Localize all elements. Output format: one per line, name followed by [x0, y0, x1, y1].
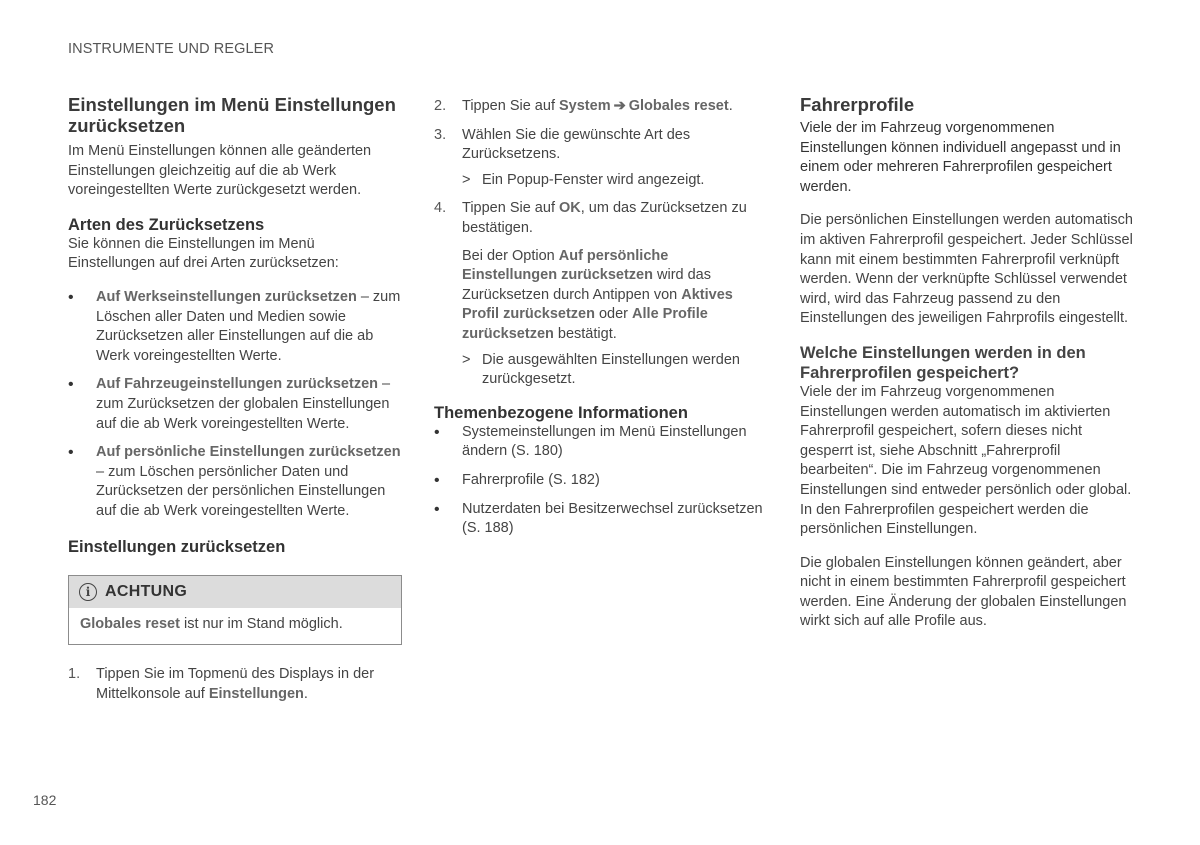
step-term: System: [559, 98, 611, 114]
warning-title: ACHTUNG: [105, 582, 188, 600]
note-text: Bei der Option: [462, 247, 559, 264]
column-middle: [434, 97, 764, 548]
related-link[interactable]: • Fahrerprofile (S. 182): [434, 471, 764, 491]
section-title-reset: Einstellungen im Menü Einstellungen zurücksetzen: [68, 94, 396, 136]
note-term: Aktives Profil zurücksetzen: [462, 286, 733, 323]
result-text: Die ausgewählten Einstellungen werden zurückgesetzt.: [482, 351, 740, 388]
page-number: 182: [33, 792, 57, 808]
list-item-desc: – zum Löschen aller Daten und Medien sowie Zurücksetzen aller Einstellungen auf die ab Werk voreingestellten Werte.: [96, 288, 401, 364]
step-number: 4.: [434, 200, 447, 217]
note-term: Alle Profile zurücksetzen: [462, 306, 708, 342]
subheading-saved-settings: Welche Einstellungen werden in den Fahrerprofilen gespeichert?: [800, 343, 1086, 382]
related-link[interactable]: • Systemeinstellungen im Menü Einstellungen ändern (S. 180): [434, 423, 764, 462]
step-note: [462, 247, 764, 345]
step-3: [434, 126, 764, 191]
step-text: Tippen Sie auf: [462, 98, 559, 114]
related-link[interactable]: • Nutzerdaten bei Besitzerwechsel zurücksetzen (S. 188): [434, 500, 764, 539]
step-end: .: [303, 685, 308, 702]
result-marker: >: [462, 351, 471, 368]
paragraph: Viele der im Fahrzeug vorgenommenen Einstellungen werden automatisch im aktivierten Fahrerprofil gespeichert, sofern dieses nicht gesperrt ist, siehe Abschnitt „Fahrerprofil bearbeiten“. Die im Fahrzeug vorgenommenen Einstellungen sind entweder persönlich oder global. In den Fahrerprofilen gespeichert werden die persönlichen Einstellungen.: [800, 383, 1132, 538]
lead-text: Viele der im Fahrzeug vorgenommenen Einstellungen können individuell angepasst und in einem oder mehreren Fahrerprofilen gespeichert werden.: [800, 120, 1121, 195]
reset-types-list: [68, 288, 402, 522]
subheading-related-info: Themenbezogene Informationen: [434, 403, 688, 422]
step-number: 2.: [434, 98, 447, 114]
related-links: [434, 423, 764, 539]
step-end: , um das Zurücksetzen zu bestätigen.: [462, 200, 747, 236]
warning-term: Globales reset: [80, 615, 180, 632]
step-end: .: [728, 98, 733, 114]
list-item-desc: – zum Löschen persönlicher Daten und Zurücksetzen der persönlichen Einstellungen auf die ab Werk voreingestellten Werte.: [96, 463, 386, 519]
step-result: [462, 171, 764, 191]
intro-text: Im Menü Einstellungen können alle geänderten Einstellungen gleichzeitig auf die ab Werk voreingestellten Werte zurückgesetzt werden.: [68, 143, 372, 199]
note-text: oder: [594, 306, 633, 323]
list-item: [68, 443, 402, 521]
warning-box: [68, 575, 402, 646]
step-1: [68, 665, 402, 704]
warning-header: [69, 576, 401, 608]
warning-desc: ist nur im Stand möglich.: [179, 615, 343, 632]
list-item: [68, 375, 402, 434]
step-result: [462, 351, 764, 390]
note-text: wird das Zurücksetzen durch Antippen von: [462, 267, 711, 303]
list-item: [68, 288, 402, 366]
note-text: bestätigt.: [553, 325, 617, 342]
step-text: Wählen Sie die gewünschte Art des Zurücksetzens.: [462, 126, 691, 163]
subheading-reset-types: Arten des Zurücksetzens: [68, 215, 265, 234]
column-right: [800, 94, 1134, 632]
result-text: Ein Popup-Fenster wird angezeigt.: [482, 171, 705, 188]
result-marker: >: [462, 171, 471, 188]
paragraph: Die persönlichen Einstellungen werden automatisch im aktiven Fahrerprofil gespeichert. Jeder Schlüssel kann mit einem bestimmten Fahrerprofil verknüpft werden. Wenn der verknüpfte Schlüssel verwendet wird, wird das Fahrzeug passend zu den Einstellungen des jeweiligen Fahrprofils eingestellt.: [800, 212, 1133, 327]
section-title-driver-profiles: Fahrerprofile: [800, 94, 915, 115]
step-number: 1.: [68, 666, 81, 683]
list-item-term: Auf Werkseinstellungen zurücksetzen: [96, 288, 357, 305]
step-text: Tippen Sie im Topmenü des Displays in der Mittelkonsole auf: [96, 666, 375, 702]
running-header: INSTRUMENTE UND REGLER: [68, 41, 275, 57]
list-item-term: Auf persönliche Einstellungen zurücksetzen: [96, 444, 401, 461]
steps-list-start: [68, 665, 402, 704]
note-term: Auf persönliche Einstellungen zurücksetzen: [462, 247, 669, 284]
step-4: [434, 199, 764, 389]
paragraph: Die globalen Einstellungen können geändert, aber nicht in einem bestimmten Fahrerprofil gespeichert werden. Eine Änderung der globalen Einstellungen wirkt sich auf alle Profile aus.: [800, 554, 1127, 630]
step-text: Tippen Sie auf: [462, 200, 559, 217]
column-left: [68, 94, 402, 713]
step-number: 3.: [434, 126, 447, 143]
steps-list-continued: [434, 97, 764, 390]
step-term: OK: [559, 200, 581, 217]
step-term: Globales reset: [628, 98, 729, 114]
subheading-reset-settings: Einstellungen zurücksetzen: [68, 537, 286, 556]
step-term: Einstellungen: [208, 685, 304, 702]
arrow-right-icon: ➔: [613, 98, 626, 114]
warning-text: [69, 608, 401, 645]
info-icon: i: [79, 583, 97, 601]
reset-types-text: Sie können die Einstellungen im Menü Einstellungen auf drei Arten zurücksetzen:: [68, 235, 339, 272]
list-item-desc: – zum Zurücksetzen der globalen Einstellungen auf die ab Werk voreingestellten Werte.: [96, 376, 391, 432]
step-2: [434, 97, 764, 117]
list-item-term: Auf Fahrzeugeinstellungen zurücksetzen: [96, 376, 378, 393]
